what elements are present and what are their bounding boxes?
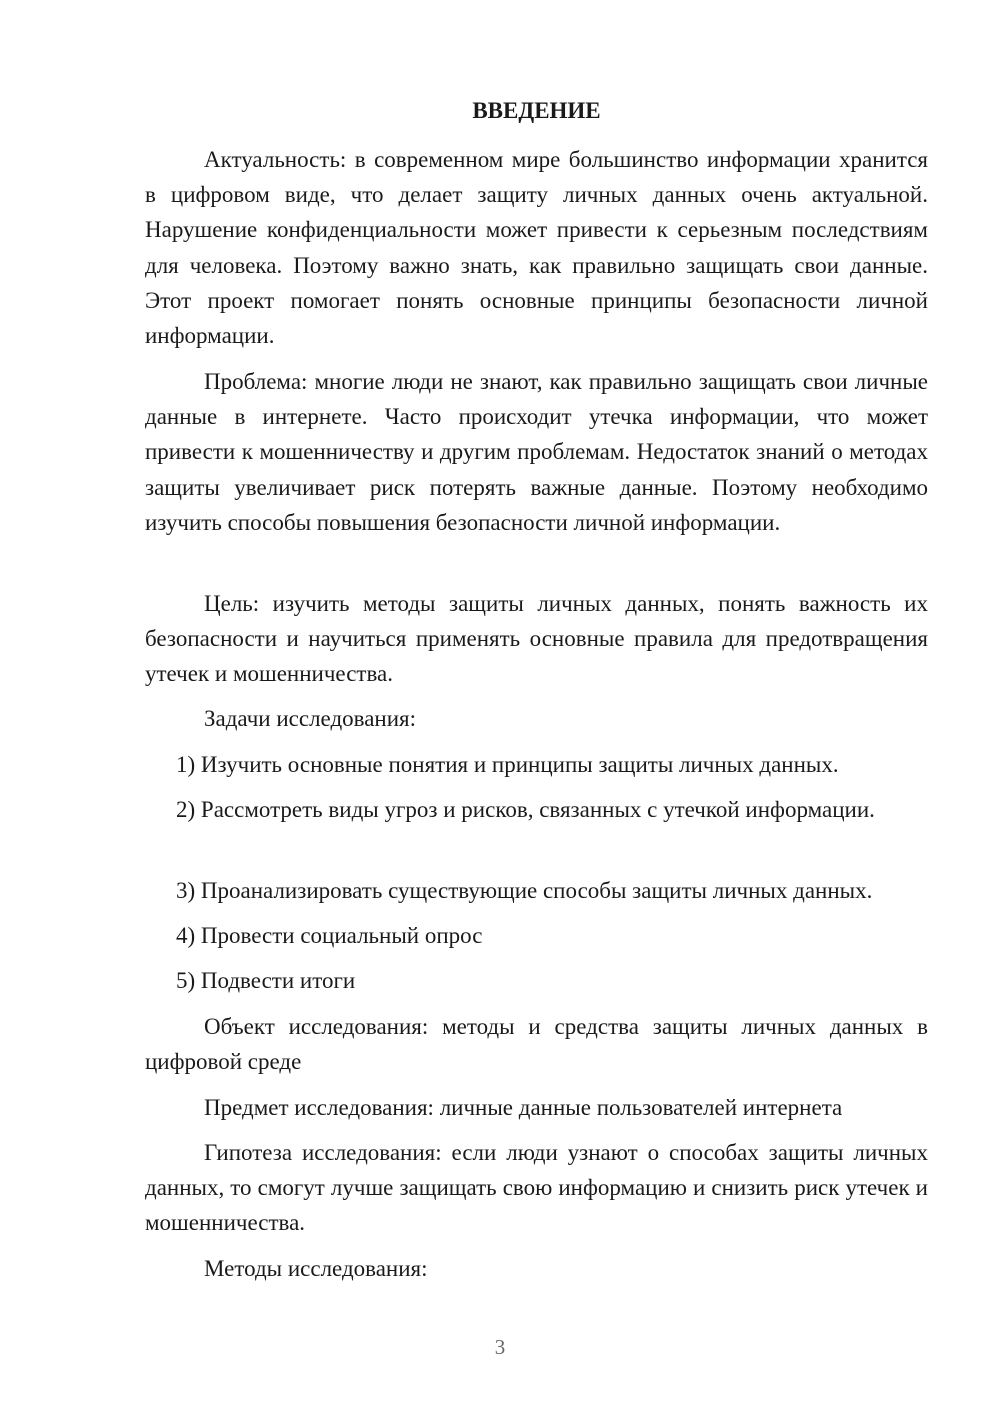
paragraph-hypothesis: Гипотеза исследования: если люди узнают о способах защиты личных данных, то смогут лучше защищать свою информацию и снизить риск утечек и мошенничества.: [145, 1140, 928, 1236]
task-item-5: 5) Подвести итоги: [176, 968, 356, 993]
paragraph-goal: Цель: изучить методы защиты личных данных, понять важность их безопасности и научиться применять основные правила для предотвращения утечек и мошенничества.: [145, 591, 928, 687]
tasks-heading: Задачи исследования:: [204, 706, 417, 731]
task-item-1: 1) Изучить основные понятия и принципы защиты личных данных.: [176, 752, 839, 777]
task-item-2: 2) Рассмотреть виды угроз и рисков, связанных с утечкой информации.: [176, 797, 875, 822]
page-number: 3: [494, 1335, 506, 1359]
paragraph-relevance: Актуальность: в современном мире большинство информации хранится в цифровом виде, что делает защиту личных данных очень актуальной. Нарушение конфиденциальности может привести к серьезным последствиям для человека. Поэтому важно знать, как правильно защищать свои данные. Этот проект помогает понять основные принципы безопасности личной информации.: [145, 147, 928, 349]
paragraph-object: Объект исследования: методы и средства защиты личных данных в цифровой среде: [145, 1014, 928, 1075]
methods-heading: Методы исследования:: [204, 1256, 428, 1281]
section-title: ВВЕДЕНИЕ: [472, 98, 601, 123]
paragraph-problem: Проблема: многие люди не знают, как правильно защищать свои личные данные в интернете. Часто происходит утечка информации, что может привести к мошенничеству и другим проблемам. Недостаток знаний о методах защиты увеличивает риск потерять важные данные. Поэтому необходимо изучить способы повышения безопасности личной информации.: [145, 369, 928, 535]
task-item-3: 3) Проанализировать существующие способы защиты личных данных.: [176, 878, 873, 903]
paragraph-subject: Предмет исследования: личные данные пользователей интернета: [204, 1095, 843, 1120]
task-item-4: 4) Провести социальный опрос: [176, 923, 483, 948]
